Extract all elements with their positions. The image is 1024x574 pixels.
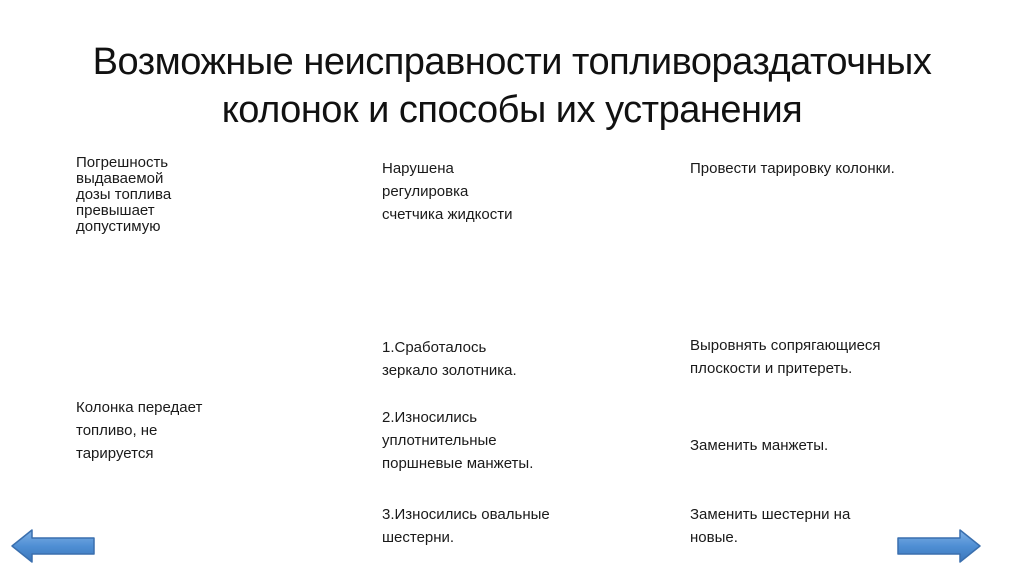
row-2-cause-2-line: поршневые манжеты. [382, 455, 534, 472]
row-2-fix-2-line: Заменить манжеты. [690, 437, 829, 454]
row-2-cause-1 [382, 336, 517, 382]
row-2-fault-line: Колонка передает [76, 399, 203, 416]
row-2-cause-2-line: уплотнительные [382, 432, 497, 449]
row-2-fix-3-line: Заменить шестерни на [690, 506, 851, 523]
row-2-fault-line: топливо, не [76, 422, 158, 439]
row-2-cause-2 [382, 406, 533, 475]
row-2-cause-2-line: 2.Износились [382, 409, 478, 426]
row-1-fault-text [76, 155, 171, 235]
row-2-fault-text [76, 396, 202, 465]
row-2-cause-3 [382, 503, 550, 549]
row-1-cause-text [382, 157, 512, 226]
row-1-fault-line: допустимую [76, 218, 161, 235]
row-1-fault-line: превышает [76, 202, 155, 219]
slide-title-line-2: колонок и способы их устранения [221, 89, 803, 131]
row-2-cause-1-line: зеркало золотника. [382, 362, 517, 379]
slide-title-line-1: Возможные неисправности топливораздаточных [92, 41, 932, 83]
row-2-fix-3-line: новые. [690, 529, 738, 546]
row-1-fault-line: Погрешность [76, 154, 169, 171]
row-2-fix-1 [690, 334, 881, 380]
next-slide-button[interactable] [896, 528, 982, 564]
row-2-fix-3 [690, 503, 850, 549]
row-1-cause-line: регулировка [382, 183, 469, 200]
row-2-cause-3-line: шестерни. [382, 529, 455, 546]
row-2-fix-2 [690, 434, 828, 457]
row-2-cause-1-line: 1.Сработалось [382, 339, 487, 356]
row-2-fix-1-line: плоскости и притереть. [690, 360, 853, 377]
row-1-fault-line: дозы топлива [76, 186, 172, 203]
row-1-fix-line: Провести тарировку колонки. [690, 160, 895, 177]
slide-title [40, 38, 984, 134]
prev-slide-button[interactable] [10, 528, 96, 564]
row-2-fix-1-line: Выровнять сопрягающиеся [690, 337, 881, 354]
row-2-cause-3-line: 3.Износились овальные [382, 506, 550, 523]
row-1-fix-text [690, 157, 895, 180]
arrow-right-icon [896, 528, 982, 564]
row-2-fault-line: тарируется [76, 445, 154, 462]
row-1-fault-line: выдаваемой [76, 170, 164, 187]
arrow-left-icon [10, 528, 96, 564]
row-1-cause-line: Нарушена [382, 160, 454, 177]
row-1-cause-line: счетчика жидкости [382, 206, 513, 223]
